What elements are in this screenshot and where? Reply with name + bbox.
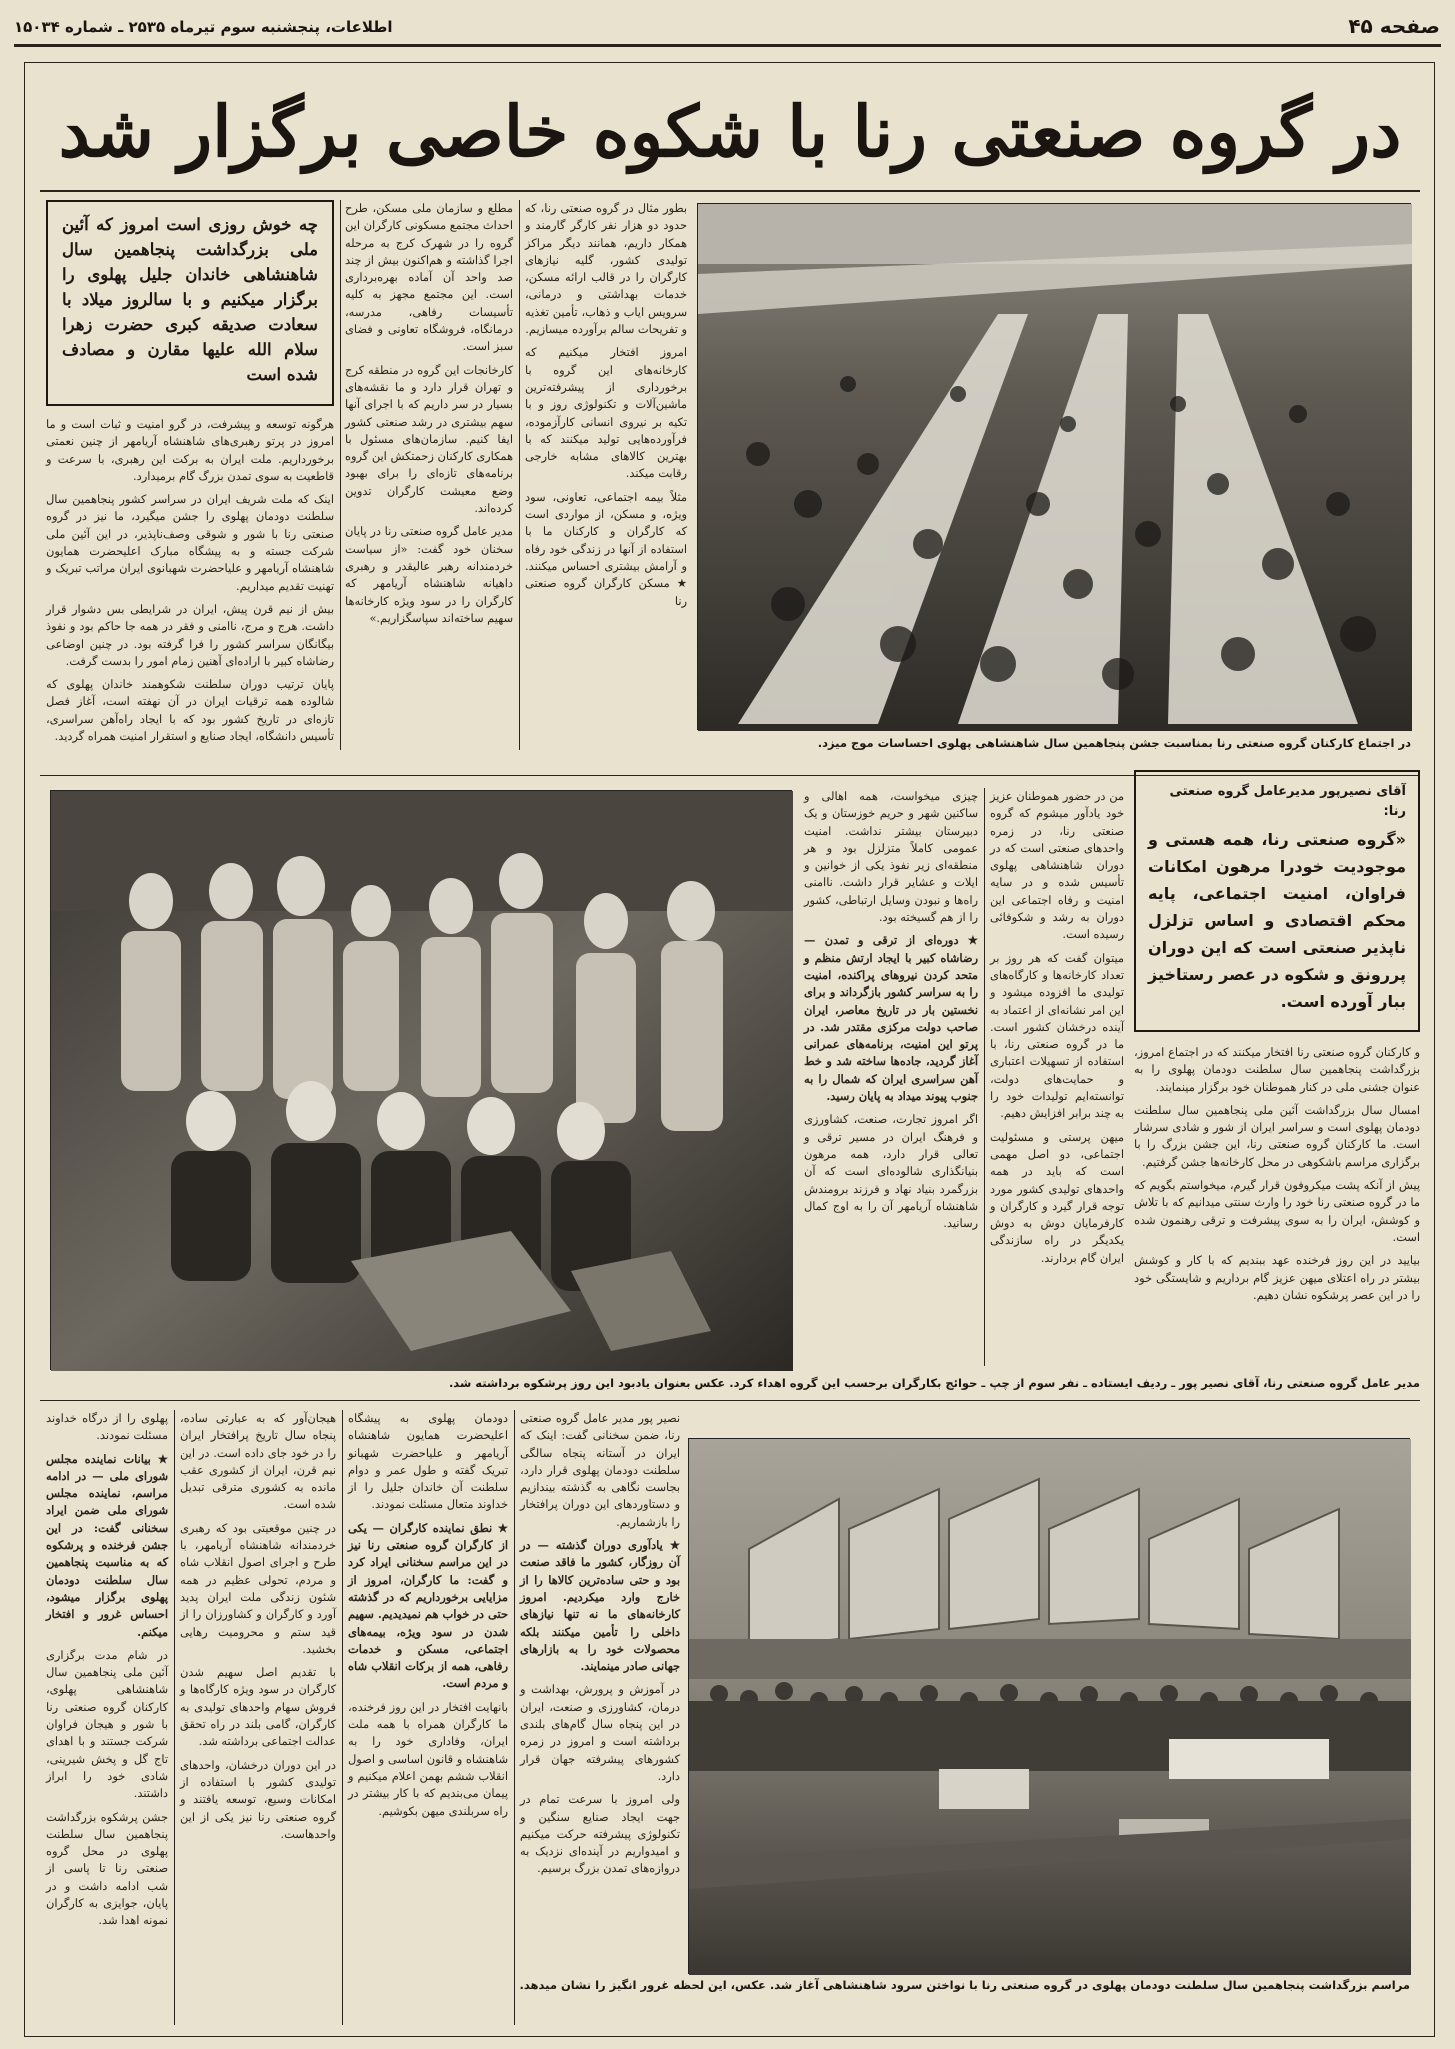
column-top-1 bbox=[525, 200, 687, 755]
photo-banquet bbox=[697, 203, 1411, 730]
caption-photo-banquet: در اجتماع کارکنان گروه صنعتی رنا بمناسبت جشن پنجاهمین سال شاهنشاهی پهلوی احساسات موج میزد. bbox=[817, 736, 1411, 750]
paragraph: در آموزش و پرورش، بهداشت و درمان، کشاورزی و صنعت، ایران در این پنجاه سال گام‌های بلندی برداشته است و امروز در زمره کشورهای پیشرفته جهان قرار دارد. bbox=[520, 1682, 680, 1783]
masthead-issue-line: اطلاعات، پنجشنبه سوم تیرماه ۲۵۳۵ ـ شماره ۱۵۰۳۴ bbox=[14, 18, 393, 36]
column-bottom-4 bbox=[46, 1410, 168, 2030]
paragraph: مطلع و سازمان ملی مسکن، طرح احداث مجتمع مسکونی کارگران این گروه را در شهرک کرج به مرحله اجرا گذاشته و هم‌اکنون بیش از چند صد واحد آن آماده بهره‌برداری است. این مجتمع مجهز به کلیه تأسیسات رفاهی، مدرسه، درمانگاه، فروشگاه تعاونی و فضای سبز است. bbox=[345, 201, 513, 354]
column-top-2 bbox=[345, 200, 513, 755]
paragraph: بیایید در این روز فرخنده عهد ببندیم که با کار و کوشش بیشتر در راه اعتلای میهن عزیز گام برداریم و شایستگی خود را در این عصر پرشکوه نشان دهیم. bbox=[1134, 1253, 1420, 1302]
paragraph: هرگونه توسعه و پیشرفت، در گرو امنیت و ثبات است و ما امروز در پرتو رهبری‌های شاهنشاه آریامهر از چنین نعمتی برخورداریم. ملت ایران به برکت این رهبری، با سرعت و قاطعیت به سوی تمدن بزرگ گام برمیدارد. bbox=[46, 417, 334, 483]
paragraph: با تقدیم اصل سهیم شدن کارگران در سود ویژه کارگاه‌ها و فروش سهام واحدهای تولیدی به کارگران، گامی بلند در راه تحقق عدالت اجتماعی برداشته شد. bbox=[180, 1665, 336, 1749]
paragraph: امروز افتخار میکنیم که کارخانه‌های این گروه با برخورداری از پیشرفته‌ترین ماشین‌آلات و تکنولوژی روز و با تکیه بر نیروی انسانی کارآزموده، فرآورده‌هایی تولید میکنند که با بهترین کالاهای مشابه خارجی رقابت میکند. bbox=[525, 345, 687, 481]
intro-box: چه خوش روزی است امروز که آئین ملی بزرگداشت پنجاهمین سال شاهنشاهی خاندان جلیل پهلوی را برگزار میکنیم و با سالروز میلاد با سعادت صدیقه کبری حضرت زهرا سلام الله علیها مقارن و مصادف شده است bbox=[46, 200, 334, 406]
column-rule bbox=[174, 1410, 175, 2025]
paragraph: هیجان‌آور که به عبارتی ساده، پنجاه سال تاریخ پرافتخار ایران را در خود جای داده است. در این نیم قرن، ایران از کشوری عقب مانده به کشوری مترقی تبدیل شده است. bbox=[180, 1411, 336, 1512]
paragraph: ★ نطق نماینده کارگران — یکی از کارگران گروه صنعتی رنا نیز در این مراسم سخنانی ایراد کرد و گفت: ما کارگران، امروز از مزایایی برخورداریم که در گذشته حتی در خواب هم نمیدیدیم. سهیم شدن در سود ویژه، بیمه‌های اجتماعی، مسکن و خدمات رفاهی، همه از برکات انقلاب شاه و مردم است. bbox=[348, 1520, 508, 1691]
paragraph: میهن پرستی و مسئولیت اجتماعی، دو اصل مهمی است که باید در همه واحدهای تولیدی کشور مورد توجه قرار گیرد و کارگران و کارفرمایان دوش به دوش یکدیگر در راه سازندگی ایران گام بردارند. bbox=[990, 1129, 1124, 1265]
photo-ceremony bbox=[688, 1438, 1410, 1974]
column-rule bbox=[342, 1410, 343, 2025]
masthead-rule bbox=[14, 44, 1441, 47]
caption-photo-group: مدیر عامل گروه صنعتی رنا، آقای نصیر پور ـ ردیف ایستاده ـ نفر سوم از چپ ـ حوائج بکارگران برحسب این گروه اهداء کرد. عکس بعنوان یادبود این روز پرشکوه برداشته شد. bbox=[448, 1376, 1420, 1390]
paragraph: در شام مدت برگزاری آئین ملی پنجاهمین سال شاهنشاهی پهلوی، کارکنان گروه صنعتی رنا با شور و هیجان فراوان شرکت جستند و با اهدای تاج گل و پخش شیرینی، شادی خود را ابراز داشتند. bbox=[46, 1647, 168, 1801]
section-rule bbox=[40, 1400, 1420, 1401]
paragraph: و کارکنان گروه صنعتی رنا افتخار میکنند که در اجتماع امروز، بزرگداشت پنجاهمین سال سلطنت دودمان پهلوی را به عنوان جشنی ملی در کنار هموطنان خود برگزار مینمایند. bbox=[1134, 1045, 1420, 1094]
headline: در گروه صنعتی رنا با شکوه خاصی برگزار شد bbox=[58, 90, 1402, 173]
column-top-3 bbox=[46, 416, 334, 756]
paragraph: بانهایت افتخار در این روز فرخنده، ما کارگران همراه با همه ملت ایران، وفاداری خود را به شاهنشاه و قانون اساسی و اصول انقلاب ششم بهمن اعلام میکنیم و پیمان می‌بندیم که با کار بیشتر در راه سربلندی میهن بکوشیم. bbox=[348, 1699, 508, 1818]
paragraph: میتوان گفت که هر روز بر تعداد کارخانه‌ها و کارگاه‌های تولیدی ما افزوده میشود و این امر نشانه‌ای از اعتماد به آینده درخشان کشور است. ما در گروه صنعتی رنا، با استفاده از تسهیلات اعتباری و حمایت‌های دولت، توانسته‌ایم تولیدات خود را به چند برابر افزایش دهیم. bbox=[990, 950, 1124, 1121]
quote-lead: آقای نصیرپور مدیرعامل گروه صنعتی رنا: bbox=[1169, 784, 1406, 819]
paragraph: ★ دوره‌ای از ترقی و تمدن — رضاشاه کبیر با ایجاد ارتش منظم و متحد کردن نیروهای پراکنده، امنیت را به سراسر کشور بازگرداند و برای نخستین بار در تاریخ معاصر، ایران صاحب دولت مرکزی مقتدر شد. در پرتو این امنیت، برنامه‌های عمرانی آغاز گردید، جاده‌ها ساخته شد و خط آهن سراسری ایران که شمال را به جنوب پیوند میداد به پایان رسید. bbox=[804, 933, 978, 1104]
paragraph: بطور مثال در گروه صنعتی رنا، که حدود دو هزار نفر کارگر گارمند و همکار داریم، همانند دیگر مراکز تولیدی کشور، گلیه نیازهای کارگران را در قالب ارائه مسکن، خدمات بهداشتی و درمانی، سرویس ایاب و ذهاب، تأمین تغذیه و تفریحات سالم برآورده میسازیم. bbox=[525, 201, 687, 337]
column-middle-3 bbox=[1134, 1044, 1420, 1368]
paragraph: امسال سال بزرگداشت آئین ملی پنجاهمین سال سلطنت دودمان پهلوی است و سراسر ایران از شور و شادی سرشار است. ما کارکنان گروه صنعتی رنا، این جشن بزرگ را با برگزاری مراسم باشکوهی در محل کارخانه‌ها جشن گرفتیم. bbox=[1134, 1102, 1420, 1169]
paragraph: چیزی میخواست، همه اهالی و ساکنین شهر و حریم خوزستان و یک دبیرستان بیشتر نداشت. امنیت عمومی کاملاً متزلزل بود و هر منطقه‌ای زیر نفوذ یکی از خوانین و ایلات و عشایر قرار داشت. ناامنی راه‌ها و نبودن وسایل ارتباطی، کشور را از هم گسیخته بود. bbox=[804, 789, 978, 925]
paragraph: پیش از آنکه پشت میکروفون قرار گیرم، میخواستم بگویم که ما در گروه صنعتی رنا خود را وارث سنتی میدانیم که با تلاش و کوشش، ایران را به سوی پیشرفت و ترقی رهنمون شده است. bbox=[1134, 1178, 1420, 1244]
paragraph: دودمان پهلوی به پیشگاه اعلیحضرت همایون شاهنشاه آریامهر و علیاحضرت شهبانو تبریک گفته و طول عمر و دوام سلطنت آن خاندان جلیل را از خداوند متعال مسئلت نمودند. bbox=[348, 1411, 508, 1512]
headline-rule bbox=[40, 190, 1420, 192]
column-rule bbox=[984, 788, 985, 1366]
photo-group bbox=[50, 790, 792, 1370]
paragraph: اگر امروز تجارت، صنعت، کشاورزی و فرهنگ ایران در مسیر ترقی و تعالی قرار دارد، همه مرهون بنیانگذاری شالوده‌ای است که آن بزرگمرد بنیاد نهاد و فرزند برومندش شاهنشاه آریامهر آن را به اوج کمال رسانید. bbox=[804, 1112, 978, 1231]
paragraph: اینک که ملت شریف ایران در سراسر کشور پنجاهمین سال سلطنت دودمان پهلوی را جشن میگیرد، ما نیز در گروه صنعتی رنا با شور و شوقی وصف‌ناپذیر، در این آئین ملی شرکت جسته و به پیشگاه مبارک اعلیحضرت همایون شاهنشاه آریامهر و علیاحضرت شهبانوی ایران مراتب تبریک و تهنیت تقدیم میداریم. bbox=[46, 492, 334, 593]
column-bottom-1 bbox=[520, 1410, 680, 2030]
column-middle-2 bbox=[990, 788, 1124, 1368]
paragraph: در چنین موقعیتی بود که رهبری خردمندانه شاهنشاه آریامهر، با طرح و اجرای اصول انقلاب شاه و مردم، تحولی عظیم در همه شئون زندگی ملت ایران پدید آورد و کارگران و کشاورزان را از قید ستم و محرومیت رهایی بخشید. bbox=[180, 1520, 336, 1656]
paragraph: من در حضور هموطنان عزیز خود یادآور میشوم که گروه صنعتی رنا، در زمره واحدهای صنعتی است که در دوران شاهنشاهی پهلوی تأسیس شده و در سایه امنیت و رفاه اجتماعی این دوران به رشد و شکوفائی رسیده است. bbox=[990, 789, 1124, 942]
column-bottom-2 bbox=[348, 1410, 508, 2030]
paragraph: کارخانجات این گروه در منطقه کرج و تهران قرار دارد و ما نقشه‌های بسیار در سر داریم که با اجرای آنها سهم بیشتری در رشد صنعتی کشور ایفا کنیم. سازمان‌های مسئول با همکاری کارکنان زحمتکش این گروه برنامه‌های تازه‌ای را برای بهبود وضع معیشت کارگران تدوین کرده‌اند. bbox=[345, 362, 513, 516]
column-bottom-3 bbox=[180, 1410, 336, 2030]
caption-photo-ceremony: مراسم بزرگداشت پنجاهمین سال سلطنت دودمان پهلوی در گروه صنعتی رنا با نواختن سرود شاهنشاهی آغاز شد. عکس، این لحظه غرور انگیز را نشان میدهد. bbox=[519, 1978, 1410, 1992]
column-middle-1 bbox=[804, 788, 978, 1368]
page-number: صفحه ۴۵ bbox=[1348, 14, 1440, 38]
paragraph: پهلوی را از درگاه خداوند مسئلت نمودند. bbox=[46, 1411, 168, 1443]
paragraph: ولی امروز با سرعت تمام در جهت ایجاد صنایع سنگین و تکنولوژی پیشرفته حرکت میکنیم و امیدواریم در آینده‌ای نزدیک به دروازه‌های تمدن بزرگ برسیم. bbox=[520, 1792, 680, 1876]
paragraph: پایان ترتیب دوران سلطنت شکوهمند خاندان پهلوی که شالوده همه ترقیات ایران در آن نهفته است، آغاز فصل تازه‌ای در تاریخ کشور بود که با ایجاد راه‌آهن سراسری، تأسیس دانشگاه، ایجاد صنایع و استقرار امنیت همراه گردید. bbox=[46, 677, 334, 744]
column-rule bbox=[340, 200, 341, 750]
paragraph: جشن پرشکوه بزرگداشت پنجاهمین سال سلطنت پهلوی در محل گروه صنعتی رنا تا پاسی از شب ادامه داشت و در پایان، جوایزی به کارگران نمونه اهدا شد. bbox=[46, 1809, 168, 1928]
paragraph: در این دوران درخشان، واحدهای تولیدی کشور با استفاده از امکانات وسیع، توسعه یافتند و گروه صنعتی رنا نیز یکی از این واحدهاست. bbox=[180, 1757, 336, 1841]
paragraph: بیش از نیم قرن پیش، ایران در شرایطی بس دشوار قرار داشت. هرج و مرج، ناامنی و فقر در همه جا حاکم بود و نفوذ بیگانگان سراسر کشور را فرا گرفته بود. در چنین اوضاعی رضاشاه کبیر با اراده‌ای آهنین زمام امور را بدست گرفت. bbox=[46, 601, 334, 668]
quote-box bbox=[1134, 770, 1420, 1032]
column-rule bbox=[519, 200, 520, 750]
paragraph: ★ بیانات نماینده مجلس شورای ملی — در ادامه مراسم، نماینده مجلس شورای ملی ضمن ایراد سخنانی گفت: در این جشن فرخنده و پرشکوه که به مناسبت پنجاهمین سال سلطنت دودمان پهلوی برگزار میشود، احساس غرور و افتخار میکنم. bbox=[46, 1451, 168, 1639]
paragraph: مدیر عامل گروه صنعتی رنا در پایان سخنان خود گفت: «از سیاست خردمندانه رهبر عالیقدر و رهبری داهیانه شاهنشاه آریامهر که کارگران را در سود ویژه کارخانه‌ها سهیم ساخته‌اند سپاسگزاریم.» bbox=[345, 524, 513, 625]
quote-body: «گروه صنعتی رنا، همه هستی و موجودیت خودرا مرهون امکانات فراوان، امنیت اجتماعی، پایه محکم اقتصادی و اساس تزلزل ناپذیر صنعتی است که این دوران پررونق و شکوه در عصر رستاخیز ببار آورده است. bbox=[1148, 830, 1406, 1011]
paragraph: ★ یادآوری دوران گذشته — در آن روزگار، کشور ما فاقد صنعت بود و حتی ساده‌ترین کالاها را از خارج وارد میکردیم. امروز کارخانه‌های ما نه تنها نیازهای داخلی را تأمین میکنند بلکه محصولات خود را به بازارهای جهانی صادر مینمایند. bbox=[520, 1538, 680, 1674]
paragraph: مثلاً بیمه اجتماعی، تعاونی، سود ویژه، و مسکن، از مواردی است که کارگران و کارکنان ما با استفاده از آنها در زندگی خود رفاه و آرامش بیشتری احساس میکنند. ★ مسکن کارگران گروه صنعتی رنا bbox=[525, 489, 687, 608]
paragraph: نصیر پور مدیر عامل گروه صنعتی رنا، ضمن سخنانی گفت: اینک که ایران در آستانه پنجاه سالگی سلطنت دودمان پهلوی قرار دارد، بجاست نگاهی به گذشته بیندازیم و دستاوردهای این دوران پرافتخار را بازشماریم. bbox=[520, 1411, 680, 1529]
column-rule bbox=[514, 1410, 515, 2025]
